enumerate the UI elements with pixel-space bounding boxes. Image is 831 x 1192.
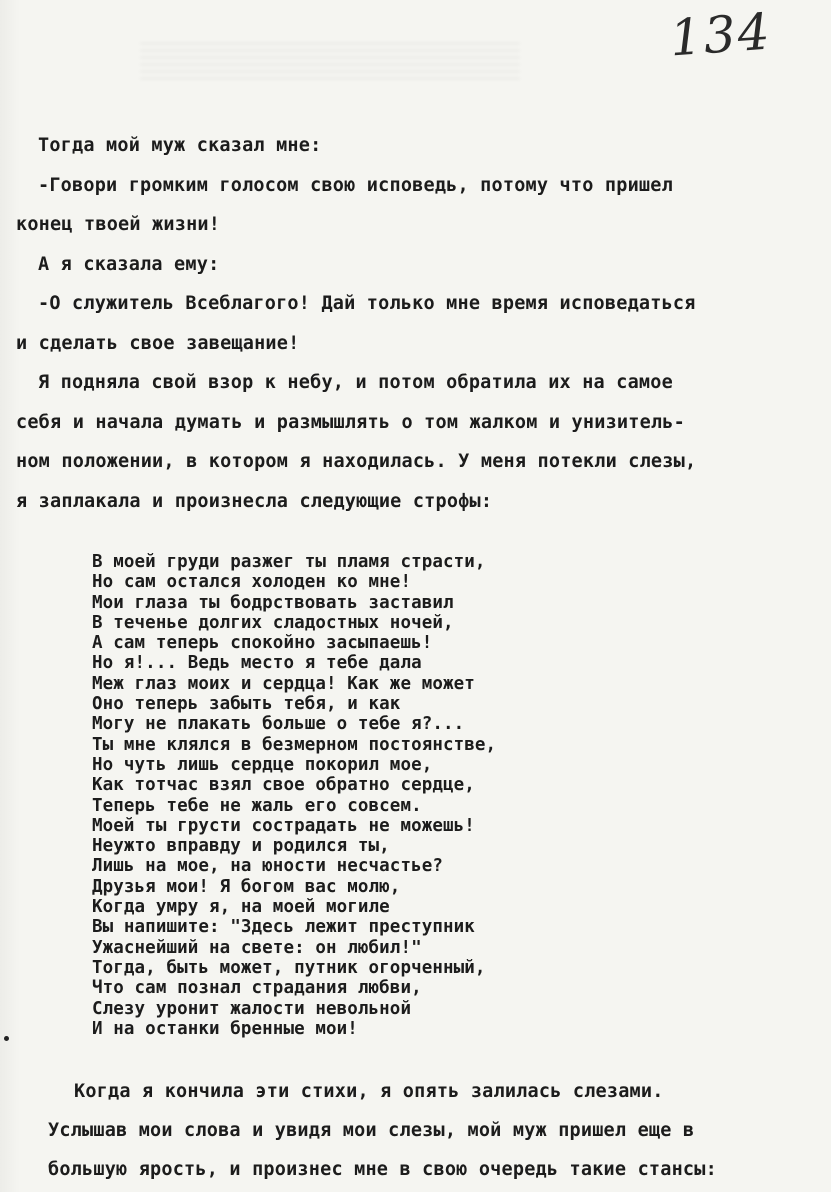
page-number: 134 <box>667 2 773 68</box>
prose-line: -Говори громким голосом свою исповедь, потому что пришел <box>38 174 673 196</box>
poem-line: Моей ты грусти сострадать не можешь! <box>92 815 475 836</box>
poem-line: Слезу уронит жалости невольной <box>92 998 412 1019</box>
poem-line: Лишь на мое, на юности несчастье? <box>92 856 443 877</box>
poem-line: В теченье долгих сладостных ночей, <box>92 612 454 633</box>
prose-block <box>16 126 816 521</box>
poem-line: Тогда, быть может, путник огорченный, <box>92 957 486 978</box>
poem-line: Ты мне клялся в безмерном постоянстве, <box>92 734 497 755</box>
prose-line: Я подняла свой взор к небу, и потом обратила их на самое <box>38 372 673 393</box>
prose-line: Тогда мой муж сказал мне: <box>38 135 322 156</box>
prose-line: ном положении, в котором я находилась. У меня потекли слезы, <box>16 451 697 472</box>
punch-mark <box>4 1036 9 1041</box>
prose-line: и сделать свое завещание! <box>16 332 300 354</box>
closing-prose-block <box>48 1072 828 1189</box>
prose-line: -О служитель Всеблагого! Дай только мне время исповедаться <box>38 293 696 314</box>
poem-line: А сам теперь спокойно засыпаешь! <box>92 633 433 654</box>
poem-line: Могу не плакать больше о тебе я?... <box>92 714 465 735</box>
poem-line: Что сам познал страдания любви, <box>92 978 422 999</box>
poem-line: Когда умру я, на моей могиле <box>92 897 390 918</box>
poem-line: Как тотчас взял свое обратно сердце, <box>92 775 475 796</box>
poem-line: Ужаснейший на свете: он любил!" <box>92 937 422 958</box>
prose-line: конец твоей жизни! <box>16 214 221 235</box>
prose-line: себя и начала думать и размышлять о том жалком и унизитель- <box>16 411 685 433</box>
prose-line: А я сказала ему: <box>38 253 220 275</box>
poem-line: Но чуть лишь сердце покорил мое, <box>92 754 433 775</box>
poem-line: Но сам остался холоден ко мне! <box>92 572 412 593</box>
poem-line: В моей груди разжег ты пламя страсти, <box>92 552 486 572</box>
poem-line: Теперь тебе не жаль его совсем. <box>92 795 422 816</box>
poem-line: Друзья мои! Я богом вас молю, <box>92 876 401 897</box>
poem-block <box>92 552 592 1039</box>
prose-line: Услышав мои слова и увидя мои слезы, мой муж пришел еще в <box>48 1120 695 1141</box>
poem-line: И на останки бренные мои! <box>92 1018 358 1039</box>
poem-line: Но я!... Ведь место я тебе дала <box>92 653 422 674</box>
poem-line: Оно теперь забыть тебя, и как <box>92 694 401 715</box>
poem-line: Неужто вправду и родился ты, <box>92 836 390 857</box>
prose-line: Когда я кончила эти стихи, я опять залилась слезами. <box>74 1081 664 1102</box>
prose-line: большую ярость, и произнес мне в свою очередь такие стансы: <box>48 1159 717 1180</box>
poem-line: Мои глаза ты бодрствовать заставил <box>92 592 454 613</box>
prose-line: я заплакала и произнесла следующие строфы: <box>16 490 493 512</box>
bleed-through-text <box>140 40 520 80</box>
poem-line: Меж глаз моих и сердца! Как же может <box>92 673 475 694</box>
poem-line: Вы напишите: "Здесь лежит преступник <box>92 917 475 938</box>
